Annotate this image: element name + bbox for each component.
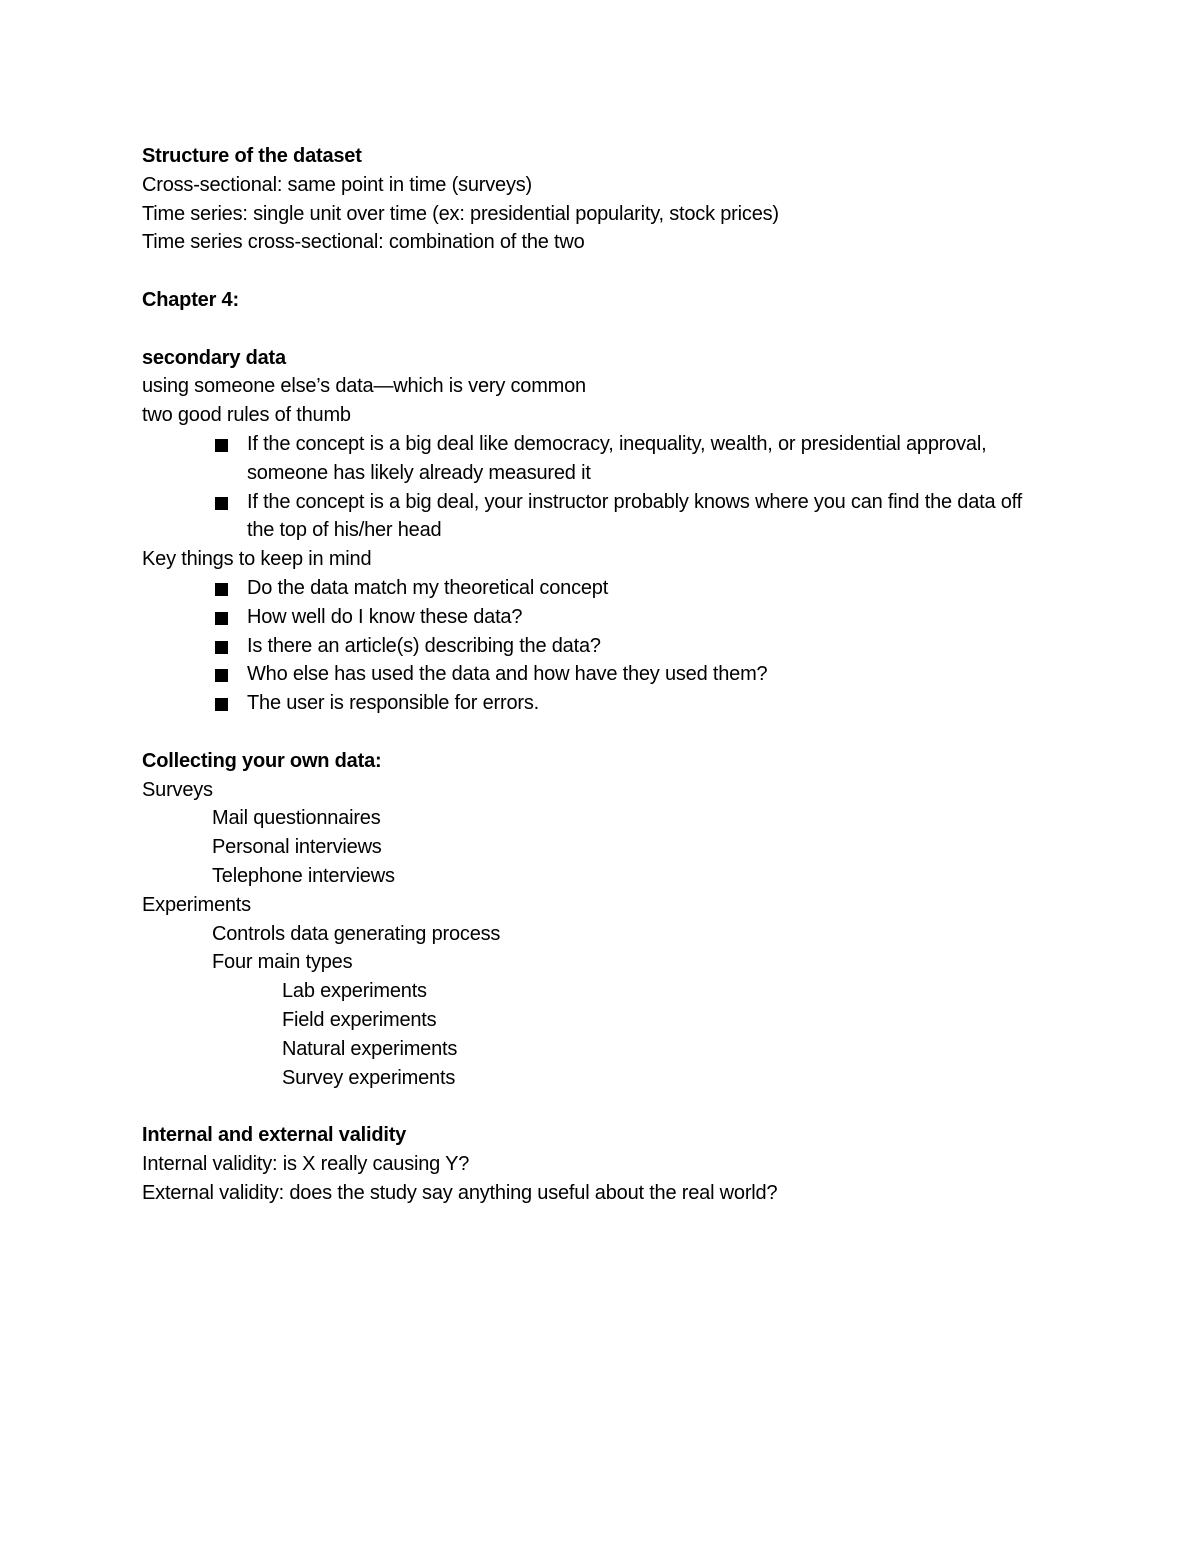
experiment-type: Survey experiments [282, 1066, 456, 1089]
experiment-type: Field experiments [282, 1008, 437, 1031]
bullet-text: If the concept is a big deal like democracy, inequality, wealth, or presidential approval, someone has likely already measured it [247, 432, 987, 484]
bullet-text: How well do I know these data? [247, 605, 523, 628]
square-bullet-icon [215, 669, 228, 682]
square-bullet-icon [215, 497, 228, 510]
square-bullet-icon [215, 583, 228, 596]
text-line: Time series cross-sectional: combination of the two [142, 231, 585, 254]
experiment-type: Natural experiments [282, 1037, 458, 1060]
survey-type: Mail questionnaires [212, 807, 381, 830]
experiment-type: Lab experiments [282, 980, 427, 1003]
text-line: using someone else’s data—which is very common [142, 375, 586, 398]
experiments-label: Experiments [142, 893, 251, 916]
experiment-types-label: Four main types [212, 951, 353, 974]
experiments-line: Controls data generating process [212, 922, 501, 945]
bullet-list-item [142, 632, 1102, 661]
section-heading-validity: Internal and external validity [142, 1124, 407, 1147]
bullet-text: The user is responsible for errors. [247, 692, 540, 715]
square-bullet-icon [215, 612, 228, 625]
section-heading-collecting: Collecting your own data: [142, 749, 382, 772]
survey-type: Personal interviews [212, 836, 382, 859]
blank-line [142, 257, 1102, 286]
rules-label: two good rules of thumb [142, 404, 351, 427]
text-line: Internal validity: is X really causing Y? [142, 1152, 470, 1175]
chapter-heading: Chapter 4: [142, 288, 239, 311]
surveys-label: Surveys [142, 778, 213, 801]
blank-line [142, 315, 1102, 344]
bullet-list-item [142, 574, 1102, 603]
text-line: Cross-sectional: same point in time (surveys) [142, 173, 533, 196]
bullet-text: If the concept is a big deal, your instructor probably knows where you can find the data off the top of his/her head [247, 490, 1023, 542]
bullet-text: Is there an article(s) describing the data? [247, 634, 601, 657]
bullet-list-item [142, 689, 1102, 718]
bullet-list-item [142, 488, 1102, 546]
blank-line [142, 1092, 1102, 1121]
bullet-text: Do the data match my theoretical concept [247, 576, 609, 599]
bullet-list-item [142, 660, 1102, 689]
text-line: External validity: does the study say anything useful about the real world? [142, 1181, 778, 1204]
bullet-text: Who else has used the data and how have they used them? [247, 663, 768, 686]
bullet-list-item [142, 603, 1102, 632]
square-bullet-icon [215, 698, 228, 711]
bullet-list-item [142, 430, 1102, 488]
square-bullet-icon [215, 641, 228, 654]
square-bullet-icon [215, 439, 228, 452]
survey-type: Telephone interviews [212, 864, 395, 887]
document-body [142, 142, 1102, 1207]
section-heading-structure: Structure of the dataset [142, 145, 362, 167]
keep-in-mind-label: Key things to keep in mind [142, 548, 372, 571]
text-line: Time series: single unit over time (ex: presidential popularity, stock prices) [142, 202, 779, 225]
section-heading-secondary-data: secondary data [142, 346, 286, 369]
blank-line [142, 718, 1102, 747]
